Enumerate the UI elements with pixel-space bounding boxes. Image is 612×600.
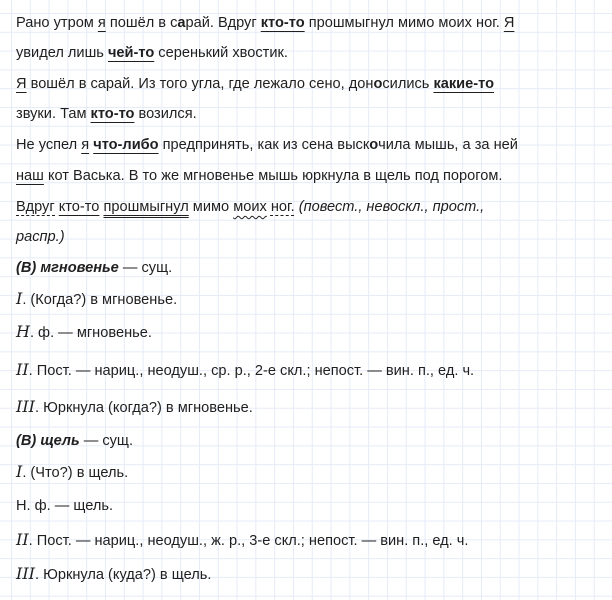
pronoun-chto-libo: что-либо	[93, 137, 159, 153]
text: мимо	[192, 199, 230, 215]
text: . Пост. — нариц., неодуш., ср. р., 2-е скл.; непост. — вин. п., ед. ч.	[28, 363, 475, 379]
predicate-proshmygnul: прошмыгнул	[103, 199, 189, 215]
text: рай. Вдруг	[185, 15, 261, 31]
subject-kto-to: кто-то	[58, 199, 100, 215]
text: . (Когда?) в мгновенье.	[22, 292, 178, 308]
paragraph-1-line-2	[16, 43, 288, 63]
pronoun-nash: наш	[16, 168, 44, 184]
text: увидел лишь	[16, 45, 108, 61]
pronoun-kto-to: кто-то	[90, 106, 135, 122]
step-label-i: I	[16, 289, 23, 308]
text: предпринять, как из сена выск	[158, 137, 370, 153]
word1-heading	[16, 258, 172, 278]
stressed-vowel: о	[373, 76, 383, 92]
sentence-parse-line-2	[16, 227, 65, 247]
text: серенький хвостик.	[154, 45, 288, 61]
text: . Пост. — нариц., неодуш., ж. р., 3-е скл.; непост. — вин. п., ед. ч.	[28, 533, 469, 549]
text: Рано утром	[16, 15, 98, 31]
word2-step-i	[16, 462, 128, 483]
subject-ya: Я	[16, 76, 27, 92]
text: вошёл в сарай. Из того угла, где лежало сено, дон	[26, 76, 374, 92]
text: . Юркнула (куда?) в щель.	[34, 567, 212, 583]
step-label-ii: II	[16, 530, 29, 549]
text: звуки. Там	[16, 106, 91, 122]
pronoun-chey-to: чей-то	[107, 45, 155, 61]
part-of-speech: — сущ.	[79, 433, 133, 449]
object-nog: ног.	[270, 199, 295, 215]
step-label-iii: III	[16, 564, 35, 583]
parsed-word-shchel: (В) щель	[16, 433, 80, 449]
word2-step-iii	[16, 564, 211, 585]
word2-heading	[16, 431, 133, 451]
word1-step-iii	[16, 397, 253, 418]
text: кот Васька. В то же мгновенье мышь юркнула в щель под порогом.	[43, 168, 503, 184]
subject-ya: я	[97, 15, 106, 31]
step-label-i: I	[16, 462, 23, 481]
text: возился.	[134, 106, 197, 122]
pronoun-kto-to: кто-то	[260, 15, 305, 31]
parsed-word-mgnovenye: (В) мгновенье	[16, 260, 119, 276]
word2-step-ii	[16, 530, 468, 551]
word1-step-i	[16, 289, 177, 310]
paragraph-2-line-2	[16, 104, 197, 124]
sentence-parse-line-1	[16, 197, 484, 217]
word1-step-ii	[16, 360, 474, 381]
adverbial-vdrug: Вдруг	[16, 199, 55, 215]
pronoun-kakie-to: какие-то	[433, 76, 494, 92]
text: Не успел	[16, 137, 82, 153]
sentence-characteristics: (повест., невоскл., прост.,	[298, 199, 485, 215]
attribute-moikh: моих	[233, 199, 267, 215]
part-of-speech: — сущ.	[118, 260, 173, 276]
paragraph-1-line-1	[16, 13, 514, 33]
stressed-vowel: о	[369, 137, 379, 153]
sentence-characteristics: распр.)	[16, 229, 65, 245]
paragraph-3-line-2	[16, 166, 502, 186]
text: пошёл в с	[105, 15, 178, 31]
text: . ф. — мгновенье.	[29, 325, 152, 341]
word2-step-nf	[16, 496, 113, 516]
text: . (Что?) в щель.	[22, 465, 129, 481]
stressed-vowel: а	[177, 15, 186, 31]
text: прошмыгнул мимо моих ног.	[304, 15, 504, 31]
word1-step-nf	[16, 322, 152, 343]
text: сились	[382, 76, 434, 92]
text: чила мышь, а за ней	[378, 137, 518, 153]
text: Н. ф. — щель.	[16, 498, 114, 514]
subject-ya: Я	[503, 15, 515, 31]
step-label-ii: II	[16, 360, 29, 379]
subject-ya: я	[81, 137, 90, 153]
step-label-nf: Н	[16, 322, 30, 341]
text: . Юркнула (когда?) в мгновенье.	[34, 400, 253, 416]
paragraph-2-line-1	[16, 74, 494, 94]
paragraph-3-line-1	[16, 135, 518, 155]
step-label-iii: III	[16, 397, 35, 416]
